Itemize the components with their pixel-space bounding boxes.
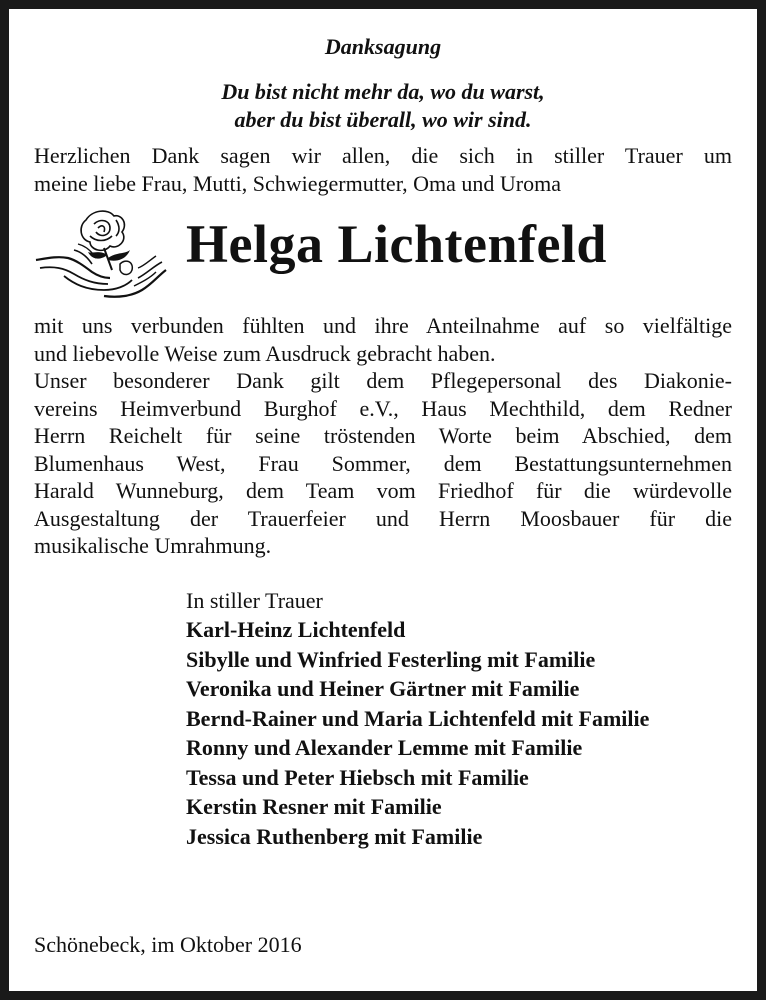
signer-name: Sibylle und Winfried Festerling mit Familie [186,646,596,672]
body-line: und liebevolle Weise zum Ausdruck gebracht haben. [34,340,496,366]
signer-name: Tessa und Peter Hiebsch mit Familie [186,764,529,790]
signer-name: Karl-Heinz Lichtenfeld [186,617,406,642]
signers-intro: In stiller Trauer [186,587,323,613]
poem-line: aber du bist überall, wo wir sind. [234,107,532,132]
intro-line: Herzlichen Dank sagen wir allen, die sich in stiller Trauer um [34,143,732,168]
signer-name: Veronika und Heiner Gärtner mit Familie [186,676,580,701]
body-line: mit uns verbunden fühlten und ihre Anteilnahme auf so vielfältige [34,313,732,338]
body-line: Unser besonderer Dank gilt dem Pflegepersonal des Diakonie- [34,368,732,393]
notice-heading: Danksagung [324,34,442,59]
body-line: Blumenhaus West, Frau Sommer, dem Bestattungsunternehmen [34,450,732,476]
thanks-paragraph [34,312,732,560]
intro-paragraph [34,142,732,198]
signer-name: Kerstin Resner mit Familie [186,794,442,819]
intro-line: meine liebe Frau, Mutti, Schwiegermutter, Oma und Uroma [34,171,561,196]
body-line: vereins Heimverbund Burghof e.V., Haus Mechthild, dem Redner [34,395,732,421]
body-line: Herrn Reichelt für seine tröstenden Worte beim Abschied, dem [34,423,732,448]
signer-name: Ronny und Alexander Lemme mit Familie [186,735,583,760]
signer-name: Bernd-Rainer und Maria Lichtenfeld mit Familie [186,705,650,731]
rose-in-hands-icon [34,206,170,302]
place-date: Schönebeck, im Oktober 2016 [34,932,302,957]
poem-line: Du bist nicht mehr da, wo du warst, [221,79,545,104]
body-line: Harald Wunneburg, dem Team vom Friedhof für die würdevolle [34,478,732,503]
signer-name: Jessica Ruthenberg mit Familie [186,823,483,849]
obituary-notice [34,34,732,851]
body-line: musikalische Umrahmung. [34,533,272,558]
signers-block [186,586,732,852]
name-row [34,200,732,312]
poem-verse [34,78,732,134]
body-line: Ausgestaltung der Trauerfeier und Herrn Moosbauer für die [34,505,732,531]
deceased-name: Helga Lichtenfeld [186,214,607,274]
